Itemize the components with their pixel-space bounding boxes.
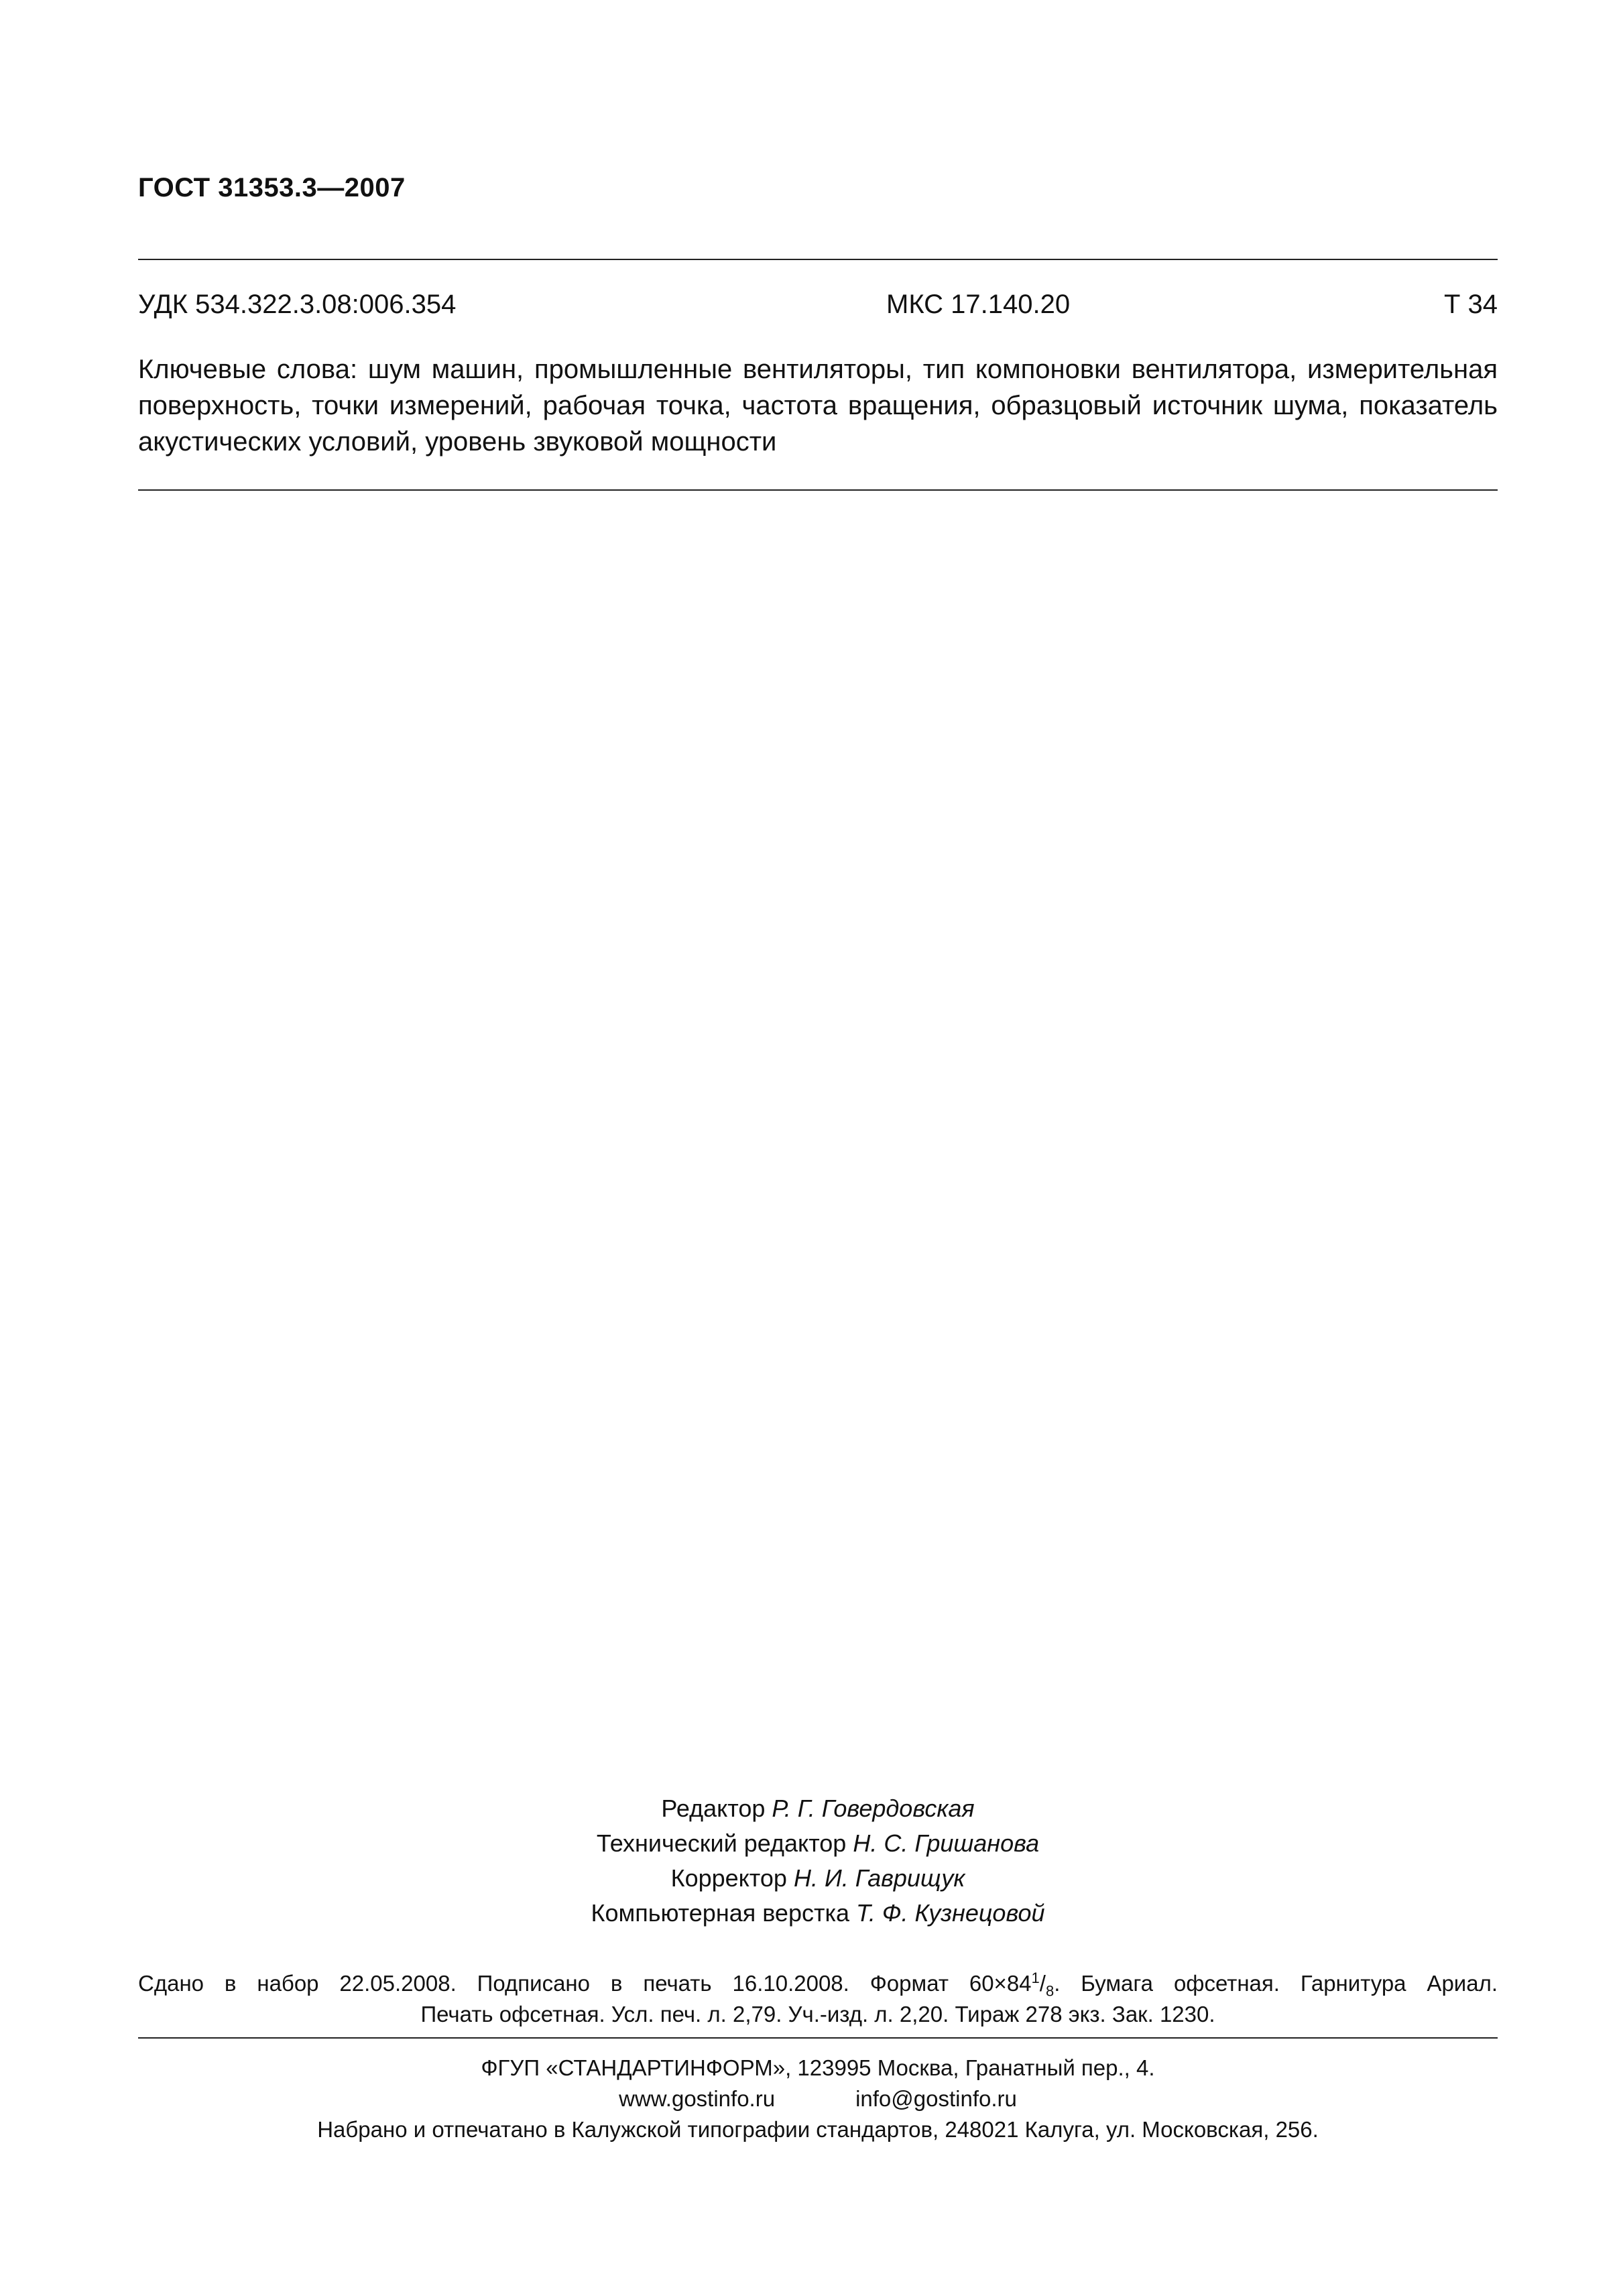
format-fraction-numerator: 1 [1031, 1970, 1040, 1986]
credit-name: Т. Ф. Кузнецовой [856, 1899, 1045, 1927]
imprint-text: Сдано в набор 22.05.2008. Подписано в печать 16.10.2008. Формат 60×84 [138, 1971, 1032, 1996]
keywords-block [138, 351, 1498, 460]
classification-row [138, 290, 1498, 323]
keywords-line: Ключевые слова: шум машин, промышленные вентиляторы, тип компоновки вентилятора, измерительная [138, 355, 1498, 384]
publisher-email: info@gostinfo.ru [855, 2086, 1017, 2111]
format-fraction-denominator: 8 [1045, 1982, 1055, 2000]
credit-tech-editor [469, 1826, 1166, 1861]
credit-name: Н. С. Гришанова [853, 1829, 1040, 1857]
credit-proofreader [469, 1861, 1166, 1896]
standard-id: ГОСТ 31353.3—2007 [138, 173, 406, 202]
keywords-line: поверхность, точки измерений, рабочая точка, частота вращения, образцовый источник шума, показатель [138, 391, 1498, 420]
imprint-text: . Бумага офсетная. Гарнитура Ариал. [1054, 1971, 1498, 1996]
udk-code: УДК 534.322.3.08:006.354 [138, 290, 457, 319]
publisher-contacts [138, 2083, 1498, 2114]
publisher-address: ФГУП «СТАНДАРТИНФОРМ», 123995 Москва, Гранатный пер., 4. [481, 2055, 1155, 2080]
credit-role: Редактор [661, 1795, 766, 1822]
imprint-line-2: Печать офсетная. Усл. печ. л. 2,79. Уч.-изд. л. 2,20. Тираж 278 экз. Зак. 1230. [420, 2002, 1215, 2027]
mks-code: МКС 17.140.20 [886, 290, 1071, 319]
divider-keywords [138, 489, 1498, 491]
credit-name: Р. Г. Говердовская [772, 1795, 975, 1822]
publisher-website: www.gostinfo.ru [619, 2086, 776, 2111]
printer-address: Набрано и отпечатано в Калужской типографии стандартов, 248021 Калуга, ул. Московская, 256. [317, 2117, 1319, 2142]
credit-role: Корректор [670, 1864, 787, 1892]
credit-name: Н. И. Гаврищук [793, 1864, 965, 1892]
credit-role: Компьютерная верстка [591, 1899, 850, 1927]
divider-imprint [138, 2037, 1498, 2039]
credit-layout [469, 1896, 1166, 1931]
credits-block [469, 1791, 1166, 1931]
imprint-block [138, 1968, 1498, 2030]
divider-top [138, 259, 1498, 260]
imprint-line-1 [138, 1968, 1498, 1999]
publisher-block [138, 2053, 1498, 2145]
okstu-code: Т 34 [1443, 290, 1498, 319]
format-fraction-slash: / [1039, 1971, 1046, 1996]
keywords-line: акустических условий, уровень звуковой мощности [138, 427, 777, 457]
credit-role: Технический редактор [596, 1829, 847, 1857]
credit-editor [469, 1791, 1166, 1826]
